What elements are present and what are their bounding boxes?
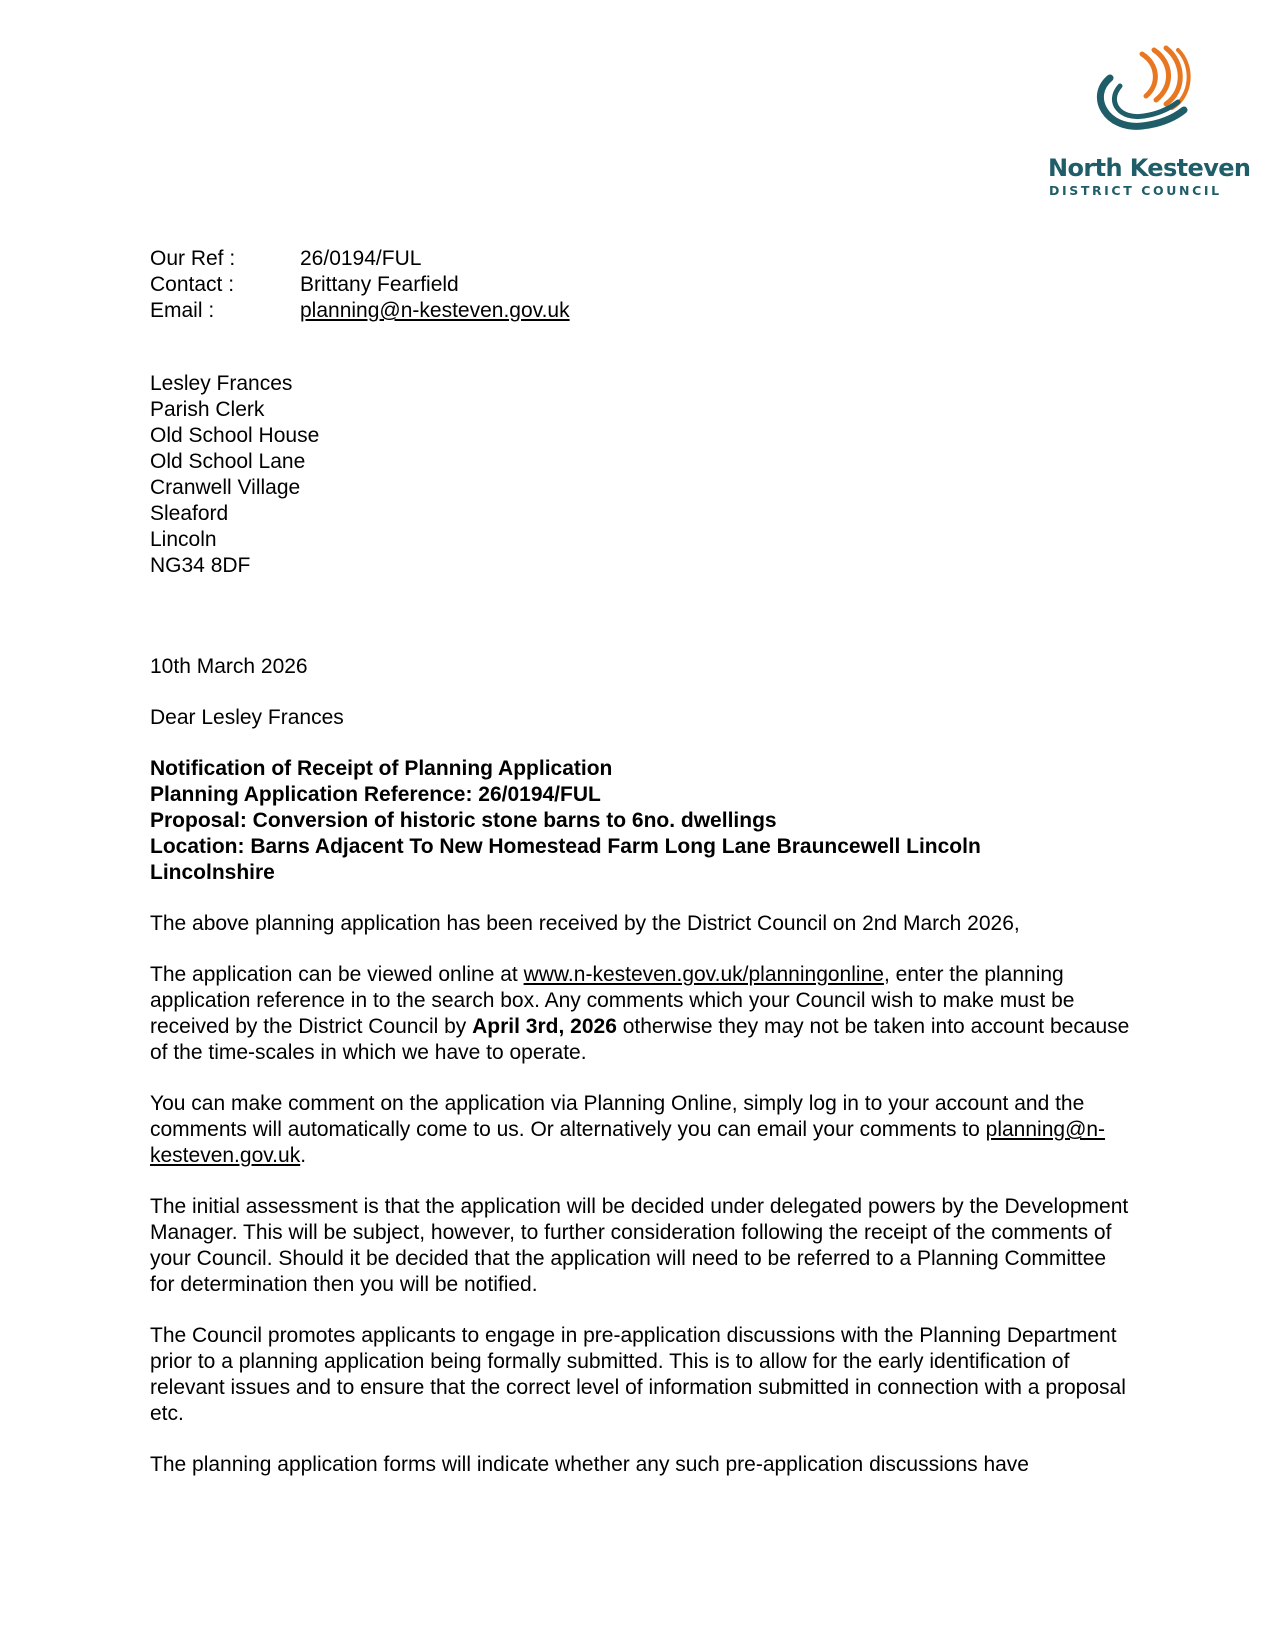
email-link[interactable]: planning@n-kesteven.gov.uk [300,299,570,322]
ref-row-contact [150,272,570,298]
council-logo [1040,44,1251,204]
recipient-address [150,371,319,579]
ref-label: Email : [150,299,215,322]
address-line: Sleaford [150,502,229,525]
address-line: Lincoln [150,528,217,551]
address-line: Lesley Frances [150,372,293,395]
reference-block [150,246,570,324]
paragraph-pre-application: The Council promotes applicants to engage in pre-application discussions with the Planning Department prior to a planning application being formally submitted. This is to allow for the early identification of relevant issues and to ensure that the correct level of information submitted in connection with a proposal etc. [150,1324,1126,1425]
paragraph-text: The application can be viewed online at [150,963,524,986]
subject-line: Location: Barns Adjacent To New Homestead Farm Long Lane Brauncewell Lincoln [150,835,981,858]
paragraph-assessment: The initial assessment is that the application will be decided under delegated powers by the Development Manager. This will be subject, however, to further consideration following the receipt of the comments of your Council. Should it be decided that the application will need to be referred to a Planning Committee for determination then you will be notified. [150,1195,1129,1296]
subject-block [150,756,1130,886]
address-line: NG34 8DF [150,554,251,577]
paragraph-forms: The planning application forms will indicate whether any such pre-application discussions have [150,1453,1029,1476]
paragraph-comments [150,1091,1130,1169]
logo-name: North Kesteven [1048,154,1251,182]
subject-line: Notification of Receipt of Planning Application [150,757,613,780]
paragraph-view-online [150,962,1130,1066]
ref-row-email [150,298,570,324]
letter-body [150,654,1130,1503]
address-line: Old School Lane [150,450,306,473]
ref-label: Contact : [150,273,235,296]
address-line: Old School House [150,424,320,447]
planning-online-link[interactable]: www.n-kesteven.gov.uk/planningonline [523,963,884,986]
swirl-logo-icon [1080,44,1200,144]
ref-value: Brittany Fearfield [300,273,459,296]
logo-subtitle: DISTRICT COUNCIL [1049,183,1222,198]
paragraph-received: The above planning application has been received by the District Council on 2nd March 2026, [150,912,1020,935]
salutation: Dear Lesley Frances [150,706,344,729]
paragraph-text: otherwise they may not be taken into account because of the time-scales in which we have to operate. [150,1015,1130,1064]
subject-line: Lincolnshire [150,861,275,884]
ref-label: Our Ref : [150,247,236,270]
paragraph-text: You can make comment on the application via Planning Online, simply log in to your account and the comments will automatically come to us. Or alternatively you can email your comments to [150,1092,1085,1141]
ref-value: 26/0194/FUL [300,247,422,270]
paragraph-text: , enter the planning application reference in to the search box. Any comments which your Council wish to make must be received by the District Council by [150,963,1075,1038]
subject-line: Planning Application Reference: 26/0194/FUL [150,783,601,806]
ref-row-our-ref [150,246,570,272]
subject-line: Proposal: Conversion of historic stone barns to 6no. dwellings [150,809,777,832]
deadline-date: April 3rd, 2026 [472,1015,617,1038]
address-line: Cranwell Village [150,476,301,499]
paragraph-text: . [300,1144,307,1167]
planning-email-link[interactable]: planning@n-kesteven.gov.uk [150,1118,1106,1167]
address-line: Parish Clerk [150,398,265,421]
letter-date: 10th March 2026 [150,655,308,678]
